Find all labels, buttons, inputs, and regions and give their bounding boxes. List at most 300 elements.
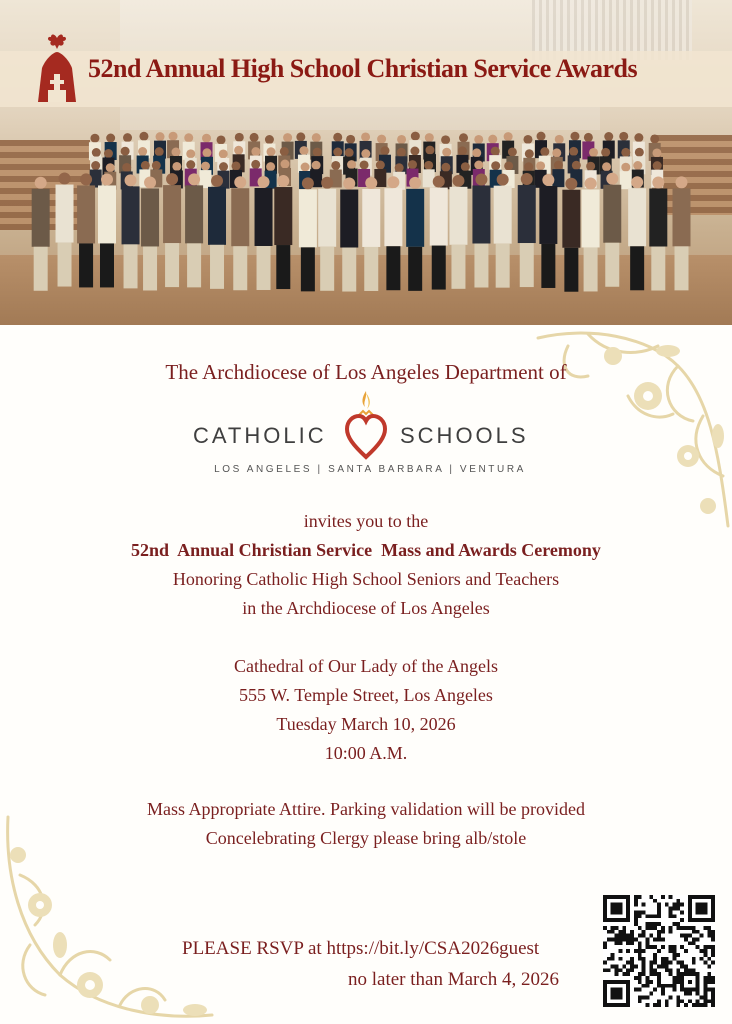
qr-module	[634, 903, 638, 907]
crowd-head	[397, 148, 406, 157]
crowd-body	[430, 188, 448, 246]
qr-module	[684, 968, 688, 972]
crowd-head	[125, 174, 137, 186]
qr-module	[630, 937, 634, 941]
qr-module	[669, 907, 673, 911]
qr-module	[653, 945, 657, 949]
qr-module	[692, 930, 696, 934]
qr-module	[634, 988, 638, 992]
qr-module	[673, 988, 677, 992]
qr-module	[626, 941, 630, 945]
crowd-legs	[584, 247, 598, 291]
qr-module	[618, 941, 622, 945]
crowd-body	[552, 169, 564, 187]
qr-module	[618, 957, 622, 961]
qr-module	[645, 914, 649, 918]
crowd	[22, 128, 702, 298]
crowd-head	[433, 176, 445, 188]
qr-module	[707, 945, 711, 949]
qr-module	[707, 957, 711, 961]
qr-module	[711, 999, 715, 1003]
crowd-head	[152, 161, 161, 170]
crowd-head	[35, 177, 47, 189]
qr-module	[649, 961, 653, 965]
qr-module	[649, 972, 653, 976]
crowd-head	[313, 148, 322, 157]
qr-module	[649, 922, 653, 926]
qr-module	[711, 988, 715, 992]
qr-module	[665, 984, 669, 988]
qr-module	[661, 945, 665, 949]
qr-module	[676, 926, 680, 930]
crowd-head	[144, 176, 156, 188]
qr-module	[634, 895, 638, 899]
crowd-body	[472, 186, 490, 244]
qr-module	[673, 957, 677, 961]
qr-module	[680, 918, 684, 922]
qr-module	[700, 957, 704, 961]
crowd-head	[267, 147, 276, 156]
qr-module	[638, 953, 642, 957]
crowd-body	[77, 185, 95, 243]
crowd-body	[56, 185, 74, 243]
crowd-legs	[301, 247, 315, 291]
crowd-head	[169, 132, 178, 141]
crowd-head	[186, 160, 195, 169]
qr-module	[657, 910, 661, 914]
qr-module	[676, 972, 680, 976]
crowd-body	[122, 186, 140, 244]
crowd-body	[231, 188, 249, 246]
rsvp-deadline: no later than March 4, 2026	[348, 969, 560, 990]
crowd-head	[606, 173, 618, 185]
qr-module	[669, 895, 673, 899]
qr-module	[676, 976, 680, 980]
qr-module	[669, 972, 673, 976]
qr-module	[707, 988, 711, 992]
qr-module	[645, 922, 649, 926]
crowd-head	[139, 132, 148, 141]
qr-module	[615, 972, 619, 976]
qr-module	[622, 937, 626, 941]
crowd-head	[312, 161, 321, 170]
qr-module	[630, 961, 634, 965]
crowd-head	[101, 173, 113, 185]
crowd-head	[266, 162, 275, 171]
crowd-head	[123, 133, 132, 142]
crowd-body	[494, 186, 512, 244]
cathedral-logo-icon	[34, 28, 80, 104]
qr-module	[707, 976, 711, 980]
crowd-legs	[124, 244, 138, 288]
qr-module	[703, 995, 707, 999]
qr-module	[657, 999, 661, 1003]
crowd-head	[106, 134, 115, 143]
clergy-note: Concelebrating Clergy please bring alb/stole	[205, 828, 527, 848]
crowd-head	[631, 176, 643, 188]
qr-module	[665, 957, 669, 961]
qr-module	[657, 949, 661, 953]
crowd-legs	[187, 243, 201, 287]
qr-module	[615, 937, 619, 941]
crowd-head	[312, 133, 321, 142]
qr-module	[653, 972, 657, 976]
qr-module	[669, 945, 673, 949]
rsvp-line[interactable]: PLEASE RSVP at https://bit.ly/CSA2026guest	[182, 938, 540, 959]
qr-module	[669, 995, 673, 999]
qr-module	[676, 999, 680, 1003]
crowd-legs	[605, 243, 619, 287]
qr-module	[696, 1003, 700, 1007]
qr-module	[680, 961, 684, 965]
qr-module	[711, 930, 715, 934]
qr-code-icon[interactable]	[603, 895, 715, 1007]
qr-module	[645, 984, 649, 988]
qr-module	[711, 934, 715, 938]
qr-module	[688, 992, 692, 996]
qr-module	[680, 903, 684, 907]
crowd-body	[141, 188, 159, 246]
crowd-legs	[100, 243, 114, 287]
crowd-head	[277, 175, 289, 187]
crowd-head	[217, 135, 226, 144]
qr-module	[657, 914, 661, 918]
qr-module	[638, 988, 642, 992]
crowd-head	[491, 161, 500, 170]
crowd-head	[619, 132, 628, 141]
qr-module	[603, 961, 607, 965]
qr-module	[684, 926, 688, 930]
qr-module	[669, 910, 673, 914]
crowd-body	[255, 188, 273, 246]
qr-module	[673, 922, 677, 926]
qr-module	[688, 941, 692, 945]
qr-module	[657, 922, 661, 926]
qr-module	[703, 999, 707, 1003]
invites-line: invites you to the	[303, 511, 429, 531]
crowd-head	[461, 162, 470, 171]
qr-module	[703, 949, 707, 953]
qr-module	[649, 914, 653, 918]
crowd-head	[186, 149, 195, 158]
qr-module	[626, 934, 630, 938]
crowd-head	[251, 147, 260, 156]
qr-module	[703, 945, 707, 949]
crowd-head	[387, 176, 399, 188]
qr-module	[669, 968, 673, 972]
qr-module	[692, 961, 696, 965]
crowd-head	[524, 162, 533, 171]
qr-module	[611, 930, 615, 934]
catholic-schools-logo	[190, 385, 550, 480]
qr-module	[703, 980, 707, 984]
qr-module	[657, 937, 661, 941]
qr-module	[634, 910, 638, 914]
logo-word-catholic: CATHOLIC	[193, 423, 327, 448]
qr-module	[642, 930, 646, 934]
qr-module	[630, 968, 634, 972]
crowd-head	[296, 132, 305, 141]
qr-module	[611, 937, 615, 941]
qr-module	[680, 945, 684, 949]
crowd-body	[299, 189, 317, 247]
crowd-body	[562, 190, 580, 248]
crowd-head	[411, 132, 420, 141]
qr-module	[688, 934, 692, 938]
qr-module	[700, 995, 704, 999]
crowd-head	[299, 146, 308, 155]
crowd-head	[331, 161, 340, 170]
qr-module	[634, 937, 638, 941]
qr-module	[634, 922, 638, 926]
qr-module	[673, 984, 677, 988]
qr-module	[680, 910, 684, 914]
qr-module	[607, 957, 611, 961]
crowd-head	[474, 161, 483, 170]
qr-module	[673, 907, 677, 911]
crowd-legs	[165, 243, 179, 287]
qr-module	[703, 926, 707, 930]
crowd-legs	[143, 246, 157, 290]
crowd-head	[395, 163, 404, 172]
qr-module	[638, 934, 642, 938]
crowd-legs	[34, 247, 48, 291]
crowd-head	[570, 132, 579, 141]
crowd-body	[423, 169, 435, 187]
crowd-legs	[386, 246, 400, 290]
qr-module	[692, 957, 696, 961]
crowd-head	[234, 176, 246, 188]
honoring-line: Honoring Catholic High School Seniors and Teachers	[172, 569, 560, 589]
qr-module	[638, 914, 642, 918]
crowd-head	[346, 135, 355, 144]
crowd-head	[621, 148, 630, 157]
qr-module	[638, 895, 642, 899]
qr-module	[696, 903, 708, 915]
crowd-head	[650, 134, 659, 143]
crowd-head	[652, 177, 664, 189]
qr-module	[711, 953, 715, 957]
crowd-head	[234, 146, 243, 155]
qr-module	[657, 903, 661, 907]
qr-module	[657, 1003, 661, 1007]
qr-module	[638, 999, 642, 1003]
qr-module	[661, 988, 665, 992]
qr-module	[676, 899, 680, 903]
crowd-head	[441, 163, 450, 172]
crowd-head	[347, 160, 356, 169]
crowd-head	[219, 149, 228, 158]
qr-module	[711, 995, 715, 999]
qr-module	[649, 945, 653, 949]
qr-module	[700, 949, 704, 953]
qr-module	[611, 953, 615, 957]
crowd-head	[633, 161, 642, 170]
crowd-head	[265, 135, 274, 144]
crowd-head	[585, 177, 597, 189]
crowd-body	[406, 189, 424, 247]
qr-module	[638, 957, 642, 961]
qr-module	[638, 941, 642, 945]
logo-word-schools: SCHOOLS	[400, 423, 529, 448]
crowd-body	[384, 188, 402, 246]
crowd-legs	[674, 246, 688, 290]
qr-module	[603, 945, 607, 949]
crowd-head	[459, 133, 468, 142]
qr-module	[707, 980, 711, 984]
qr-module	[696, 999, 700, 1003]
crowd-legs	[520, 243, 534, 287]
qr-module	[707, 930, 711, 934]
crowd-legs	[210, 245, 224, 289]
crowd-head	[184, 133, 193, 142]
qr-module	[676, 953, 680, 957]
qr-module	[615, 941, 619, 945]
crowd-body	[649, 189, 667, 247]
crowd-head	[156, 132, 165, 141]
qr-module	[692, 937, 696, 941]
crowd-head	[211, 175, 223, 187]
crowd-head	[380, 146, 389, 155]
qr-module	[673, 976, 677, 980]
crowd-head	[508, 147, 517, 156]
crowd-body	[582, 189, 600, 247]
crowd-legs	[58, 243, 72, 287]
qr-module	[711, 1003, 715, 1007]
crowd-head	[376, 161, 385, 170]
crowd-head	[188, 173, 200, 185]
qr-module	[642, 968, 646, 972]
qr-module	[661, 957, 665, 961]
crowd-legs	[364, 247, 378, 291]
crowd-head	[302, 177, 314, 189]
qr-module	[626, 937, 630, 941]
crowd-head	[91, 161, 100, 170]
crowd-body	[603, 185, 621, 243]
crowd-legs	[257, 246, 271, 290]
crowd-head	[361, 132, 370, 141]
crowd-legs	[79, 243, 93, 287]
qr-module	[642, 984, 646, 988]
crowd-head	[425, 133, 434, 142]
crowd-head	[343, 178, 355, 190]
qr-module	[707, 972, 711, 976]
qr-module	[688, 926, 692, 930]
qr-module	[684, 937, 688, 941]
qr-module	[653, 961, 657, 965]
qr-module	[711, 949, 715, 953]
qr-module	[649, 926, 653, 930]
crowd-head	[92, 148, 101, 157]
qr-module	[703, 992, 707, 996]
crowd-legs	[630, 246, 644, 290]
qr-module	[673, 914, 677, 918]
crowd-body	[620, 171, 632, 189]
crowd-body	[340, 190, 358, 248]
qr-module	[634, 965, 638, 969]
qr-module	[615, 926, 619, 930]
qr-module	[661, 926, 665, 930]
qr-module	[669, 949, 673, 953]
crowd-head	[536, 161, 545, 170]
qr-module	[696, 945, 700, 949]
qr-module	[622, 930, 626, 934]
qr-module	[696, 930, 700, 934]
qr-module	[642, 995, 646, 999]
crowd-head	[569, 147, 578, 156]
qr-module	[661, 930, 665, 934]
crowd-head	[59, 173, 71, 185]
qr-module	[653, 926, 657, 930]
qr-module	[618, 949, 622, 953]
crowd-head	[425, 146, 434, 155]
crowd-body	[362, 189, 380, 247]
crowd-head	[410, 147, 419, 156]
qr-module	[618, 968, 622, 972]
qr-module	[649, 968, 653, 972]
qr-module	[711, 976, 715, 980]
qr-module	[692, 968, 696, 972]
crowd-head	[424, 161, 433, 170]
logo-regions: LOS ANGELES | SANTA BARBARA | VENTURA	[214, 464, 526, 475]
qr-module	[622, 934, 626, 938]
qr-module	[707, 934, 711, 938]
crowd-head	[442, 148, 451, 157]
crowd-head	[458, 146, 467, 155]
qr-module	[669, 926, 673, 930]
qr-module	[638, 945, 642, 949]
qr-module	[692, 926, 696, 930]
qr-module	[711, 980, 715, 984]
qr-module	[669, 961, 673, 965]
qr-module	[688, 999, 692, 1003]
crowd-head	[497, 174, 509, 186]
qr-module	[657, 907, 661, 911]
qr-module	[696, 992, 700, 996]
crowd-head	[565, 178, 577, 190]
qr-module	[665, 961, 669, 965]
crowd-legs	[496, 244, 510, 288]
qr-module	[626, 961, 630, 965]
crowd-head	[537, 132, 546, 141]
qr-module	[673, 903, 677, 907]
qr-module	[634, 914, 638, 918]
qr-module	[657, 934, 661, 938]
qr-module	[653, 968, 657, 972]
qr-module	[649, 992, 653, 996]
qr-module	[669, 930, 673, 934]
crowd-head	[488, 135, 497, 144]
qr-module	[657, 965, 661, 969]
archdiocese-line: in the Archdiocese of Los Angeles	[242, 598, 490, 618]
crowd-legs	[564, 248, 578, 292]
qr-module	[653, 1003, 657, 1007]
qr-module	[657, 976, 661, 980]
crowd-body	[274, 187, 292, 245]
crowd-head	[251, 160, 260, 169]
crowd-head	[166, 173, 178, 185]
crowd-body	[185, 185, 203, 243]
crowd-body	[672, 188, 690, 246]
crowd-head	[604, 132, 613, 141]
qr-module	[611, 957, 615, 961]
qr-module	[642, 961, 646, 965]
qr-module	[607, 937, 611, 941]
qr-module	[665, 999, 669, 1003]
qr-module	[680, 965, 684, 969]
qr-module	[676, 980, 680, 984]
event-date: Tuesday March 10, 2026	[276, 714, 456, 734]
